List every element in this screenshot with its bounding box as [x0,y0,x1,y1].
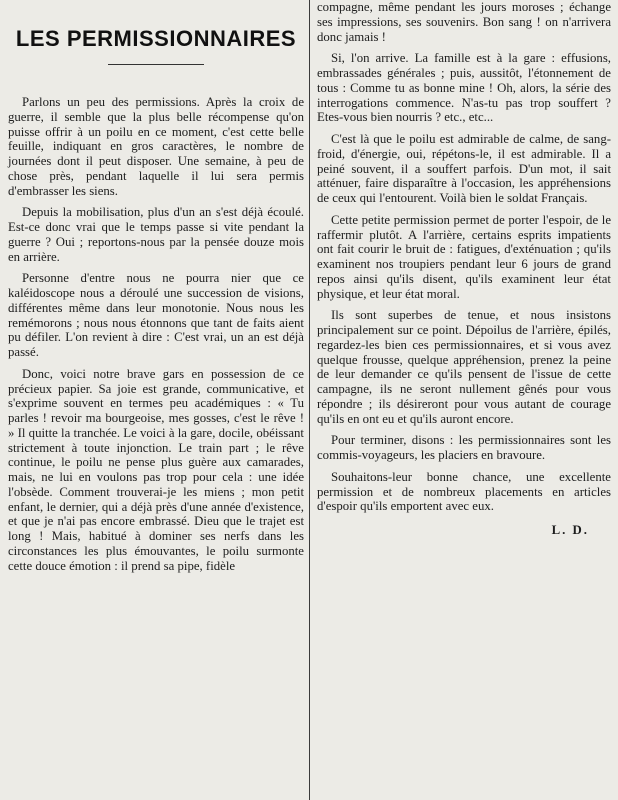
article-title: LES PERMISSIONNAIRES [15,26,297,51]
paragraph-2: Depuis la mobilisation, plus d'un an s'est déjà écoulé. Est-ce donc vrai que le temps passe si vite pendant la guerre ? Oui ; reportons-nous par la pensée douze mois en arrière. [8,205,304,264]
paragraph-4: Donc, voici notre brave gars en possession de ce précieux papier. Sa joie est grande, communicative, et s'exprime souvent en termes peu académiques : « Tu parles ! revoir ma bourgeoise, mes gosses, c'est le rêve ! » Il quitte la tranchée. Le voici à la gare, docile, obéissant strictement à toute injonction. Le train part ; le rêve continue, le poilu ne pense plus guère aux camarades, mais, ne lui en voulons pas trop pour cela : une idée l'obsède. Comment trouverai-je les miens ; mon petit enfant, le dernier, qui a déjà près d'une année d'existence, et que je n'ai pas encore embrassé. Dieu que le trajet est long ! Mais, habitué à dominer ses nerfs dans les circonstances les plus émouvantes, le poilu surmonte cette douce émotion : il prend sa pipe, fidèle [8,366,304,573]
paragraph-1: Parlons un peu des permissions. Après la croix de guerre, il semble que la plus belle récompense qu'on puisse offrir à un poilu en ce moment, c'est cette belle feuille, indiquant en gros caractères, le nombre de journées dont il peut disposer. Une semaine, à peu de chose près, pendant laquelle il lui sera permis d'embrasser les siens. [8,95,304,198]
paragraph-3: Personne d'entre nous ne pourra nier que ce kaléidoscope nous a déroulé une succession de visions, différentes même dans leur monotonie. Nous nous les remémorons ; nous nous étonnons que tant de faits aient pu défiler. L'on revient à dire : C'est vrai, un an est déjà passé. [8,271,304,359]
column-divider [309,0,310,800]
column-left [8,0,304,580]
paragraph-6: C'est là que le poilu est admirable de calme, de sang-froid, d'énergie, oui, répétons-le, il est admirable. Il a peiné souvent, il a souffert parfois. D'un mot, il sait atténuer, faire disparaître à l'occasion, les appréhensions de ceux qui l'entourent. Voilà bien le soldat Français. [317,132,611,205]
author-signature: L. D. [551,523,589,537]
paragraph-7: Cette petite permission permet de porter l'espoir, de le raffermir plutôt. A l'arrière, certains esprits impatients ont fait courir le bruit de : fatigues, d'exténuation ; qu'ils examinent nos troupiers pendant leur 6 jours de grand repos ainsi qu'ils disent, qu'ils examinent leur état physique, et leur état moral. [317,212,611,301]
paragraph-9: Pour terminer, disons : les permissionnaires sont les commis-voyageurs, les placiers en bravoure. [317,433,611,462]
column-right [317,0,611,538]
title-divider [108,64,204,65]
paragraph-5: Si, l'on arrive. La famille est à la gare : effusions, embrassades générales ; puis, aussitôt, l'étonnement de tous : Comme tu as bonne mine ! Oh, alors, la série des interrogations commence. N'as-tu pas trop souffert ? Etes-vous bien nourris ? etc., etc... [317,51,611,125]
paragraph-4-continued: compagne, même pendant les jours moroses ; échange ses impressions, ses souvenirs. Bon sang ! on n'arrivera donc jamais ! [317,0,611,44]
paragraph-8: Ils sont superbes de tenue, et nous insistons principalement sur ce point. Dépoilus de l'arrière, épilés, regardez-les bien ces permissionnaires, et si vous avez quelque frousse, quelque appréhension, prenez la peine de leur demander ce qu'ils pensent de l'issue de cette campagne, ils ne seront nullement gênés pour vous répondre ; ils désireront pour vous autant de courage qu'ils en ont eu et qu'ils auront encore. [317,308,611,426]
paragraph-10: Souhaitons-leur bonne chance, une excellente permission et de nombreux placements en articles d'espoir qu'ils emportent avec eux. [317,469,611,514]
